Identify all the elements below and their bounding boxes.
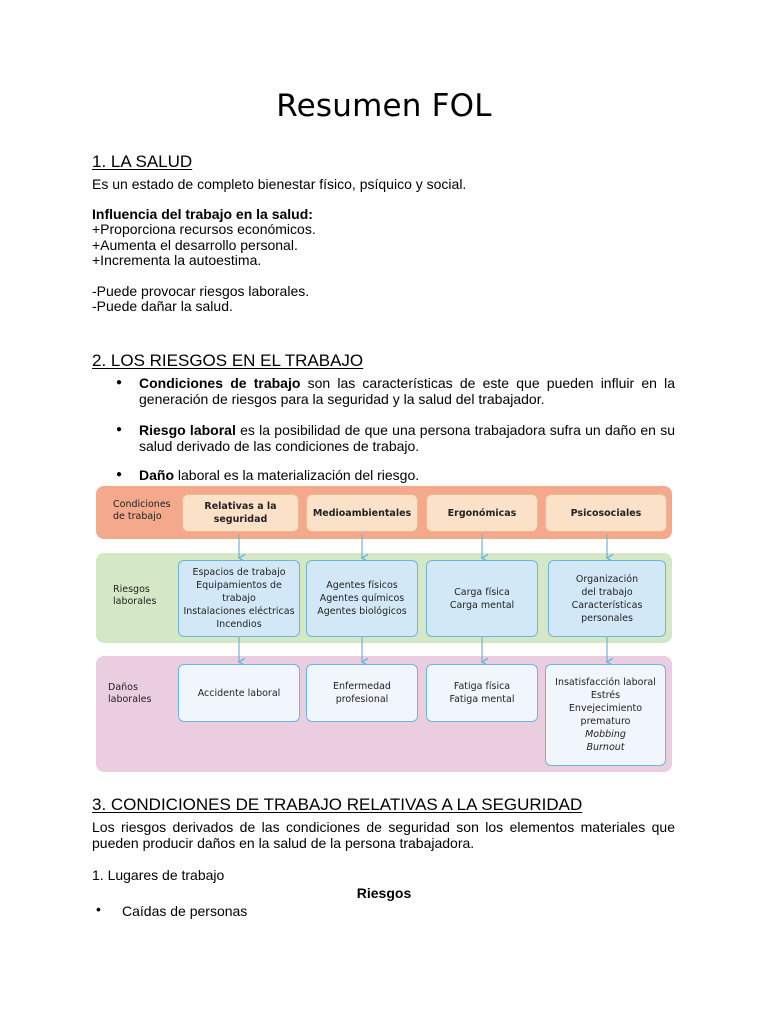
- risk-box: [178, 560, 300, 637]
- condition-box: [426, 494, 538, 532]
- damage-item: Mobbing: [585, 729, 626, 740]
- damage-box: [545, 664, 666, 766]
- risk-diagram: [96, 486, 672, 772]
- risk-box: [548, 560, 666, 637]
- risks-label: Riesgos: [356, 885, 412, 901]
- condition-box: [306, 494, 418, 532]
- bullet-icon: •: [96, 901, 101, 917]
- condition-label: Psicosociales: [570, 507, 642, 519]
- damage-item: Burnout: [586, 742, 625, 753]
- bullet-text: son las características de este que pueden influir en la generación de riesgos para la seguridad y la salud del trabajador.: [139, 375, 675, 407]
- risk-item: Agentes biológicos: [317, 606, 407, 617]
- risk-item: Espacios de trabajo: [192, 567, 286, 578]
- risk-item: Incendios: [216, 619, 262, 630]
- risk-item: Agentes químicos: [319, 593, 405, 604]
- bullet-icon: ●: [116, 424, 123, 435]
- damage-box: [178, 664, 300, 722]
- condition-label: Relativas a la seguridad: [204, 501, 277, 525]
- bullet-icon: ●: [116, 377, 123, 388]
- damage-item: Insatisfacción laboral: [555, 677, 656, 688]
- section-3-intro: Los riesgos derivados de las condiciones de seguridad son los elementos materiales que pueden producir daños en la salud de la persona trabajadora.: [92, 819, 675, 851]
- positive-item: +Proporciona recursos económicos.: [92, 221, 316, 237]
- damage-item: Envejecimiento prematuro: [568, 703, 643, 727]
- risk-item: Características personales: [571, 599, 643, 624]
- damage-item: Accidente laboral: [197, 687, 281, 699]
- damage-box: [426, 664, 538, 722]
- page-title: Resumen FOL: [276, 88, 492, 124]
- positive-item: +Aumenta el desarrollo personal.: [92, 237, 298, 253]
- bullet-text: es la posibilidad de que una persona trabajadora sufra un daño en su salud derivado de las condiciones de trabajo.: [139, 422, 675, 454]
- risk-item: Instalaciones eléctricas: [183, 606, 295, 617]
- risk-item: Carga mental: [449, 599, 515, 611]
- risk-box: [306, 560, 418, 637]
- bullet-conditions: [139, 375, 675, 407]
- subsection-heading: 1. Lugares de trabajo: [92, 867, 225, 883]
- damage-item: Enfermedad profesional: [333, 681, 391, 705]
- negative-item: -Puede dañar la salud.: [92, 298, 233, 314]
- damage-box: [306, 664, 418, 722]
- condition-label: Ergonómicas: [447, 507, 517, 519]
- condition-box: [182, 494, 299, 532]
- risk-box: [426, 560, 538, 637]
- damage-item: Fatiga física: [453, 681, 511, 692]
- bullet-icon: ●: [116, 469, 123, 480]
- damage-item: Fatiga mental: [449, 694, 515, 705]
- condition-label: Medioambientales: [312, 507, 412, 519]
- section-1-heading: 1. LA SALUD: [92, 152, 193, 171]
- row-label-conditions: Condiciones de trabajo: [113, 499, 171, 522]
- row-label-damages: Daños laborales: [108, 682, 152, 705]
- condition-box: [545, 494, 667, 532]
- section-3-heading: 3. CONDICIONES DE TRABAJO RELATIVAS A LA SEGURIDAD: [92, 795, 583, 814]
- negative-item: -Puede provocar riesgos laborales.: [92, 283, 310, 299]
- risk-item: Agentes físicos: [326, 580, 398, 591]
- influence-heading: Influencia del trabajo en la salud:: [92, 206, 313, 222]
- row-label-risks: Riesgos laborales: [113, 584, 157, 607]
- bullet-damage: [139, 467, 675, 483]
- risk-list-item: Caídas de personas: [122, 903, 248, 919]
- risk-item: Organización del trabajo: [575, 573, 639, 598]
- bullet-term: Riesgo laboral: [139, 422, 236, 438]
- bullet-risk: [139, 422, 675, 454]
- risk-item: Equipamientos de trabajo: [196, 580, 282, 604]
- bullet-term: Condiciones de trabajo: [139, 375, 301, 391]
- bullet-term: Daño: [139, 467, 174, 483]
- bullet-text: laboral es la materialización del riesgo.: [174, 467, 420, 483]
- health-definition: Es un estado de completo bienestar físico, psíquico y social.: [92, 176, 467, 192]
- damage-item: Estrés: [590, 690, 621, 701]
- positive-item: +Incrementa la autoestima.: [92, 252, 262, 268]
- risk-item: Carga física: [454, 586, 510, 598]
- section-2-heading: 2. LOS RIESGOS EN EL TRABAJO: [92, 351, 364, 370]
